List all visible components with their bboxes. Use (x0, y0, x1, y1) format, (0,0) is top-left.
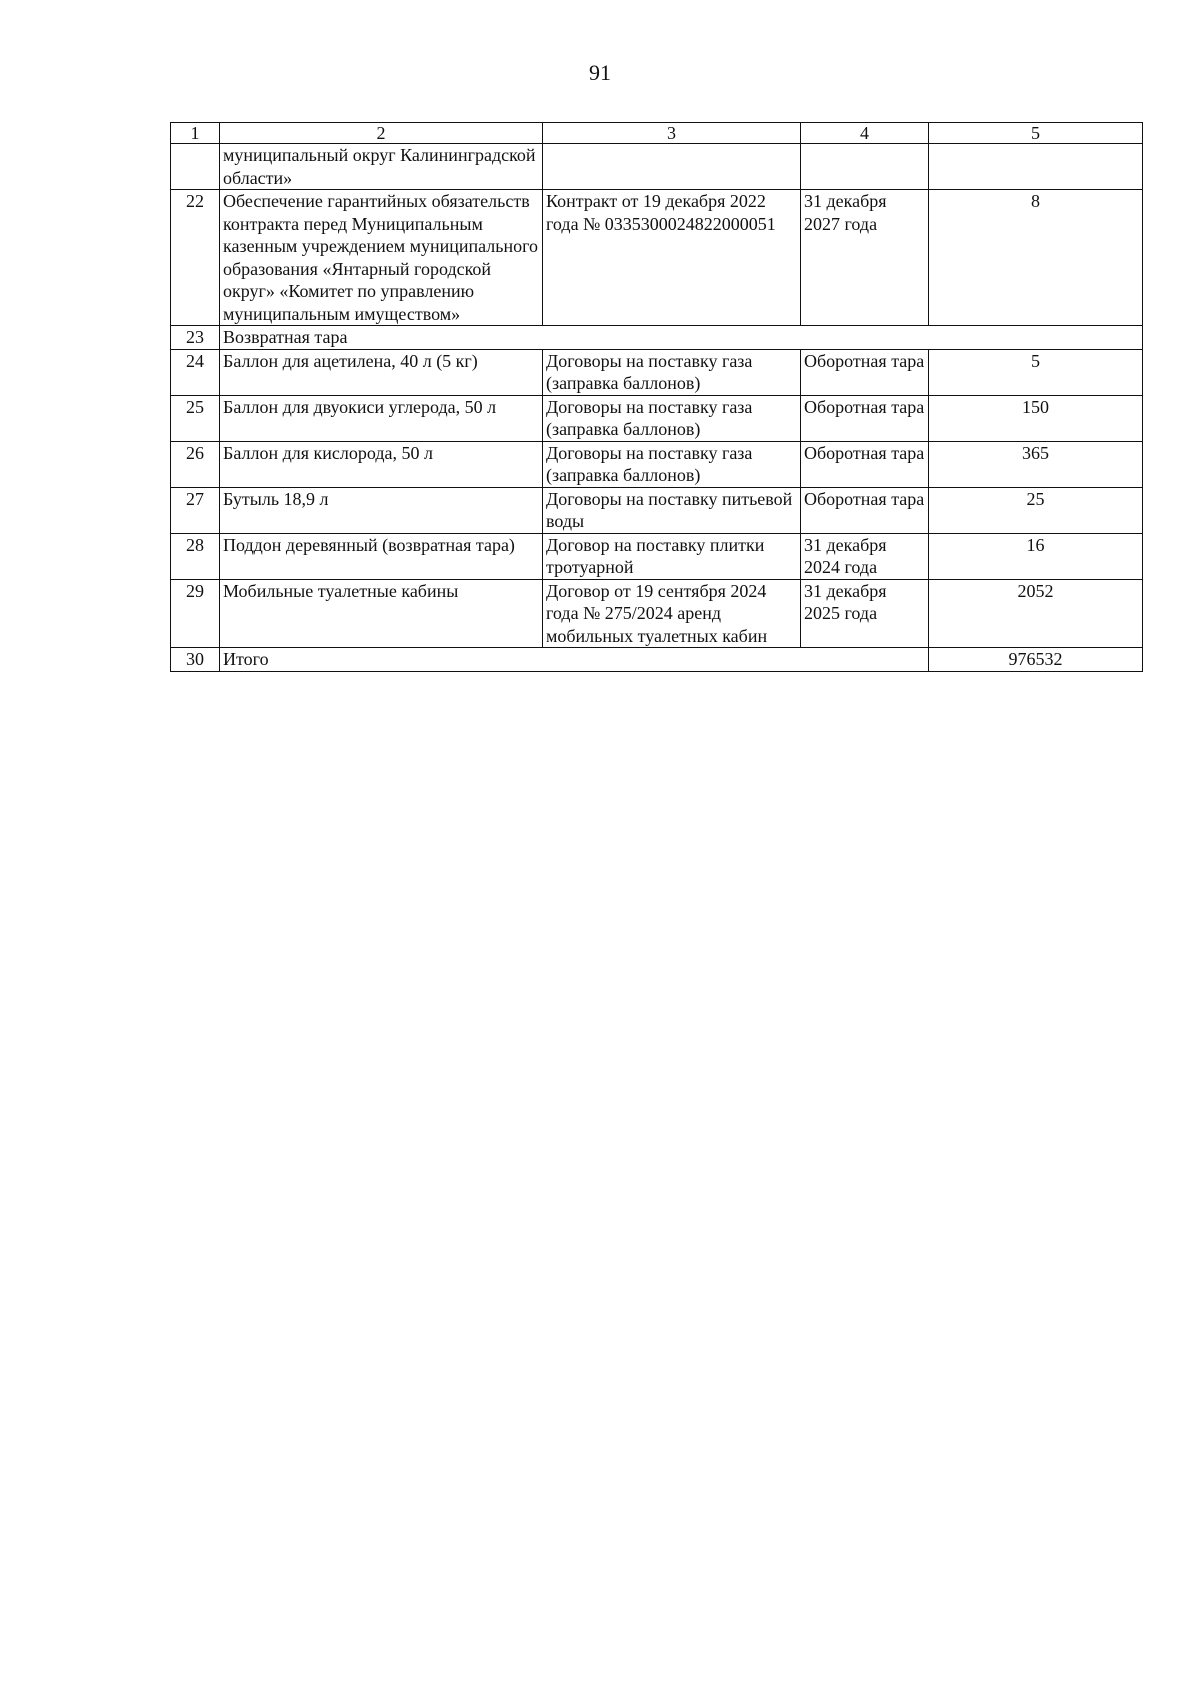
header-col-5: 5 (929, 123, 1143, 144)
cell-name: муниципальный округ Калининградской области» (220, 144, 543, 190)
section-heading: Возвратная тара (220, 326, 1143, 350)
cell-name: Мобильные туалетные кабины (220, 579, 543, 648)
cell-num: 25 (171, 395, 220, 441)
cell-name: Баллон для ацетилена, 40 л (5 кг) (220, 349, 543, 395)
table-row (171, 395, 1143, 441)
cell-value: 8 (929, 190, 1143, 326)
cell-term: Оборотная тара (801, 349, 929, 395)
cell-name: Баллон для двуокиси углерода, 50 л (220, 395, 543, 441)
table-row (171, 533, 1143, 579)
table-row (171, 349, 1143, 395)
cell-name: Бутыль 18,9 л (220, 487, 543, 533)
cell-value: 5 (929, 349, 1143, 395)
cell-value (929, 144, 1143, 190)
page-number: 91 (589, 60, 611, 85)
cell-doc: Договор на поставку плитки тротуарной (543, 533, 801, 579)
header-col-2: 2 (220, 123, 543, 144)
cell-name: Баллон для кислорода, 50 л (220, 441, 543, 487)
cell-term: Оборотная тара (801, 395, 929, 441)
table-row-continuation (171, 144, 1143, 190)
cell-value: 365 (929, 441, 1143, 487)
table-row-total (171, 648, 1143, 672)
cell-num: 23 (171, 326, 220, 350)
cell-value: 150 (929, 395, 1143, 441)
cell-doc: Договоры на поставку питьевой воды (543, 487, 801, 533)
cell-num: 29 (171, 579, 220, 648)
cell-doc: Договор от 19 сентября 2024 года № 275/2024 аренд мобильных туалетных кабин (543, 579, 801, 648)
cell-name: Поддон деревянный (возвратная тара) (220, 533, 543, 579)
cell-num: 24 (171, 349, 220, 395)
cell-doc: Договоры на поставку газа (заправка баллонов) (543, 441, 801, 487)
cell-doc: Договоры на поставку газа (заправка баллонов) (543, 395, 801, 441)
cell-name: Обеспечение гарантийных обязательств контракта перед Муниципальным казенным учреждением муниципального образования «Янтарный городской округ» «Комитет по управлению муниципальным имуществом» (220, 190, 543, 326)
cell-doc (543, 144, 801, 190)
cell-num (171, 144, 220, 190)
data-table (170, 122, 1143, 672)
table-row-23 (171, 326, 1143, 350)
cell-value: 2052 (929, 579, 1143, 648)
cell-num: 22 (171, 190, 220, 326)
cell-value: 25 (929, 487, 1143, 533)
cell-num: 27 (171, 487, 220, 533)
cell-term: Оборотная тара (801, 487, 929, 533)
cell-num: 26 (171, 441, 220, 487)
cell-doc: Контракт от 19 декабря 2022 года № 0335300024822000051 (543, 190, 801, 326)
table-row-22 (171, 190, 1143, 326)
table-row (171, 579, 1143, 648)
table-row (171, 487, 1143, 533)
cell-term (801, 144, 929, 190)
total-value: 976532 (929, 648, 1143, 672)
cell-term: Оборотная тара (801, 441, 929, 487)
header-col-4: 4 (801, 123, 929, 144)
header-col-3: 3 (543, 123, 801, 144)
cell-term: 31 декабря 2025 года (801, 579, 929, 648)
cell-value: 16 (929, 533, 1143, 579)
cell-num: 30 (171, 648, 220, 672)
table-row (171, 441, 1143, 487)
cell-doc: Договоры на поставку газа (заправка баллонов) (543, 349, 801, 395)
cell-num: 28 (171, 533, 220, 579)
total-label: Итого (220, 648, 929, 672)
cell-term: 31 декабря 2027 года (801, 190, 929, 326)
cell-term: 31 декабря 2024 года (801, 533, 929, 579)
header-col-1: 1 (171, 123, 220, 144)
table-header-row (171, 123, 1143, 144)
